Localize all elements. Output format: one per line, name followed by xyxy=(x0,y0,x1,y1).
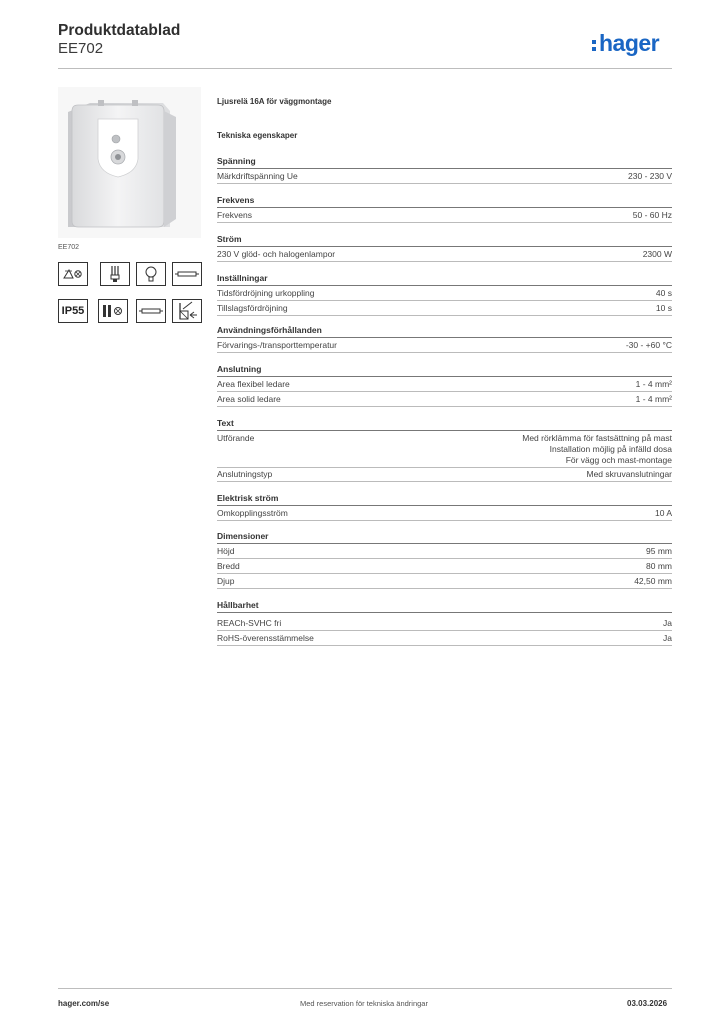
spec-label: Anslutningstyp xyxy=(217,469,273,479)
spec-label: REACh-SVHC fri xyxy=(217,618,282,628)
spec-label: Utförande xyxy=(217,433,255,443)
brand-name: hager xyxy=(599,30,660,56)
section-title-installningar: Inställningar xyxy=(217,271,672,286)
spec-value: Med rörklämma för fastsättning på mast Installation möjlig på infälld dosa För vägg och mast-montage xyxy=(522,433,672,465)
logo-colon-mark xyxy=(592,36,596,52)
spec-value: 10 A xyxy=(654,508,672,518)
spec-value: 2300 W xyxy=(642,249,672,259)
spec-row xyxy=(217,301,672,316)
spec-row xyxy=(217,467,672,482)
spec-value: 80 mm xyxy=(646,561,672,571)
spec-value: 230 - 230 V xyxy=(628,171,672,181)
specs-heading: Tekniska egenskaper xyxy=(217,131,298,140)
section-title-frekvens: Frekvens xyxy=(217,193,672,208)
section-title-strom: Ström xyxy=(217,232,672,247)
spec-value: 1 - 4 mm² xyxy=(635,379,672,389)
document-title: Produktdatablad xyxy=(58,22,181,39)
spec-value: 50 - 60 Hz xyxy=(632,210,672,220)
spec-row xyxy=(217,544,672,559)
energy-saving-lamp-icon xyxy=(100,262,130,286)
light-sensor-icon xyxy=(58,262,88,286)
footer-disclaimer: Med reservation för tekniska ändringar xyxy=(300,999,428,1008)
footer-website-link[interactable]: hager.com/se xyxy=(58,999,110,1008)
spec-label: Omkopplingsström xyxy=(217,508,288,518)
spec-row xyxy=(217,286,672,301)
product-image xyxy=(58,87,201,238)
spec-label: Frekvens xyxy=(217,210,252,220)
spec-label: Bredd xyxy=(217,561,240,571)
spec-label: Area solid ledare xyxy=(217,394,281,404)
wall-mount-sensor-icon xyxy=(172,299,202,323)
spec-value: 1 - 4 mm² xyxy=(635,394,672,404)
section-title-anvandningsforhallanden: Användningsförhållanden xyxy=(217,323,672,338)
spec-label: Förvarings-/transporttemperatur xyxy=(217,340,337,350)
product-image-caption: EE702 xyxy=(58,244,80,251)
spec-row xyxy=(217,506,672,521)
spec-row xyxy=(217,208,672,223)
product-subtitle: Ljusrelä 16A för väggmontage xyxy=(217,97,332,106)
spec-row xyxy=(217,392,672,407)
spec-row xyxy=(217,338,672,353)
spec-value: Ja xyxy=(663,633,672,643)
spec-row xyxy=(217,169,672,184)
header-divider xyxy=(58,68,672,69)
spec-value: Med skruvanslutningar xyxy=(586,469,672,479)
spec-row xyxy=(217,616,672,631)
footer-divider xyxy=(58,988,672,989)
section-title-dimensioner: Dimensioner xyxy=(217,529,672,544)
spec-value: Ja xyxy=(663,618,672,628)
fluorescent-tube-icon xyxy=(172,262,202,286)
spec-label: Märkdriftspänning Ue xyxy=(217,171,298,181)
spec-value: 10 s xyxy=(655,303,672,313)
spec-value: 40 s xyxy=(655,288,672,298)
spec-row xyxy=(217,559,672,574)
spec-label: 230 V glöd- och halogenlampor xyxy=(217,249,336,259)
spec-label: Area flexibel ledare xyxy=(217,379,290,389)
spec-value: -30 - +60 °C xyxy=(625,340,672,350)
section-title-hallbarhet: Hållbarhet xyxy=(217,598,672,613)
spec-row xyxy=(217,631,672,646)
spec-label: Höjd xyxy=(217,546,235,556)
fluorescent-tube-icon xyxy=(136,299,166,323)
spec-value: 95 mm xyxy=(646,546,672,556)
section-title-elektrisk-strom: Elektrisk ström xyxy=(217,491,672,506)
spec-row xyxy=(217,431,672,468)
section-title-spanning: Spänning xyxy=(217,154,672,169)
section-title-text: Text xyxy=(217,416,672,431)
spec-row xyxy=(217,247,672,262)
product-illustration xyxy=(58,87,201,238)
footer-date: 03.03.2026 xyxy=(627,999,668,1008)
spec-label: Tidsfördröjning urkoppling xyxy=(217,288,315,298)
spec-label: RoHS-överensstämmelse xyxy=(217,633,314,643)
ip55-badge: IP55 xyxy=(58,299,88,323)
spec-row xyxy=(217,574,672,589)
spec-value: 42,50 mm xyxy=(634,576,672,586)
spec-label: Djup xyxy=(217,576,235,586)
hager-logo[interactable] xyxy=(592,30,659,57)
spec-label: Tillslagsfördröjning xyxy=(217,303,288,313)
spec-row xyxy=(217,377,672,392)
halogen-transformer-icon xyxy=(98,299,128,323)
product-code-heading: EE702 xyxy=(58,40,104,57)
light-bulb-icon xyxy=(136,262,166,286)
section-title-anslutning: Anslutning xyxy=(217,362,672,377)
